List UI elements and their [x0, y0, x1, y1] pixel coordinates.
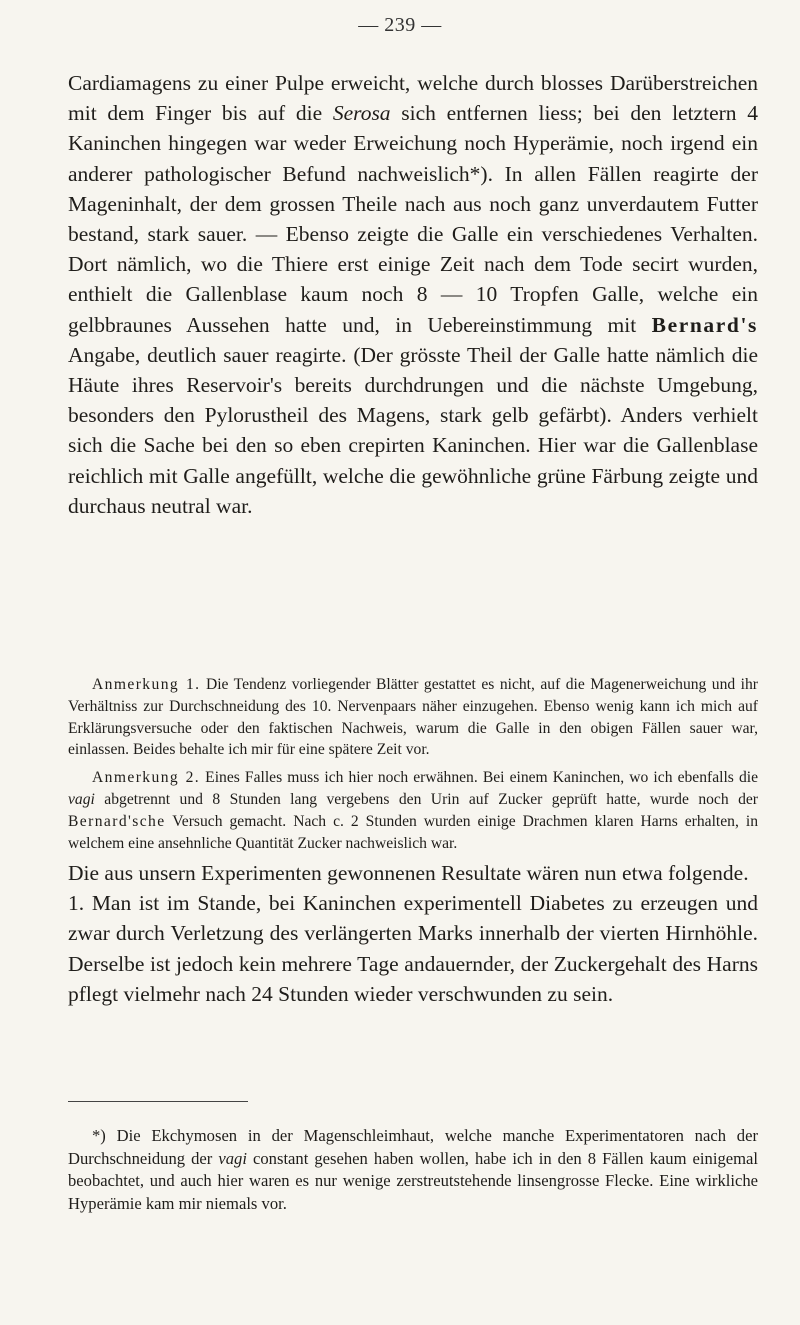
results-intro: Die aus unsern Experimenten gewonnenen Resultate wären nun etwa folgende.: [68, 861, 749, 885]
text-segment: *) Die Ekchymosen in der Magenschleimhaut, welche manche Experimentatoren nach der Durchschneidung der: [68, 1126, 758, 1168]
footnote-text: [68, 1125, 758, 1215]
annotation-text: Die Tendenz vorliegender Blätter gestattet es nicht, auf die Magenerweichung und ihr Verhältniss zur Durchschneidung des 10. Nervenpaars näher einzugehen. Ebenso wenig kann ich mich auf Erklärungsversuche oder den faktischen Nachweis, warum die Galle in den obigen Fällen sauer war, einlassen. Beides behalte ich mir für eine spätere Zeit vor.: [68, 676, 758, 759]
results-section: [68, 858, 758, 1009]
annotations: [68, 674, 758, 860]
italic-term: vagi: [68, 790, 95, 808]
italic-term: vagi: [218, 1148, 247, 1168]
annotation-label: Anmerkung 1.: [92, 676, 201, 693]
annotation-label: Anmerkung 2.: [92, 769, 201, 787]
annotation-2: [68, 767, 758, 854]
footnote-divider: [68, 1101, 248, 1102]
result-point-1: 1. Man ist im Stande, bei Kaninchen experimentell Diabetes zu erzeugen und zwar durch Verletzung des verlängerten Marks innerhalb der vierten Hirnhöhle. Derselbe ist jedoch kein mehrere Tage andauernder, der Zuckergehalt des Harns pflegt vielmehr nach 24 Stunden wieder verschwunden zu sein.: [68, 891, 758, 1006]
annotation-text: Eines Falles muss ich hier noch erwähnen. Bei einem Kaninchen, wo ich ebenfalls die: [200, 769, 758, 787]
annotation-1: [68, 674, 758, 761]
main-paragraph-text: [68, 68, 758, 521]
annotation-text: abgetrennt und 8 Stunden lang vergebens den Urin auf Zucker geprüft hatte, wurde noch der: [94, 790, 758, 808]
author-name: Bernard's: [651, 312, 758, 337]
text-segment: Angabe, deutlich sauer reagirte. (Der grösste Theil der Galle hatte nämlich die Häute ihres Reservoir's bereits durchdrungen und die nächste Umgebung, besonders den Pylorustheil des Magens, stark gelb gefärbt). Anders verhielt sich die Sache bei den so eben crepirten Kaninchen. Hier war die Gallenblase reichlich mit Galle angefüllt, welche die gewöhnliche grüne Färbung zeigte und durchaus neutral war.: [68, 342, 758, 518]
text-segment: Cardiamagens zu einer Pulpe erweicht, welche durch blosses Darüberstreichen mit dem Finger bis auf die: [68, 71, 758, 126]
author-name: Bernard'sche: [68, 812, 166, 830]
text-segment: sich entfernen liess; bei den letztern 4 Kaninchen hingegen war weder Erweichung noch Hyperämie, noch irgend ein anderer pathologischer Befund nachweislich*). In allen Fällen reagirte der Mageninhalt, der dem grossen Theile nach aus noch ganz unverdautem Futter bestand, stark sauer. — Ebenso zeigte die Galle ein verschiedenes Verhalten. Dort nämlich, wo die Thiere erst einige Zeit nach dem Tode secirt wurden, enthielt die Gallenblase kaum noch 8 — 10 Tropfen Galle, welche ein gelbbraunes Aussehen hatte und, in Uebereinstimmung mit: [68, 101, 758, 337]
text-segment: constant gesehen haben wollen, habe ich in den 8 Fällen kaum einigemal beobachtet, und auch hier waren es nur wenige zerstreutstehende linsengrosse Flecke. Eine wirkliche Hyperämie kam mir niemals vor.: [68, 1148, 758, 1213]
footnote: [68, 1125, 758, 1215]
page-number: — 239 —: [358, 14, 442, 36]
main-paragraph: [68, 68, 758, 521]
annotation-text: Versuch gemacht. Nach c. 2 Stunden wurden einige Drachmen klaren Harns erhalten, in welchem eine ansehnliche Quantität Zucker nachweislich war.: [68, 812, 758, 852]
italic-term: Serosa: [332, 101, 391, 126]
